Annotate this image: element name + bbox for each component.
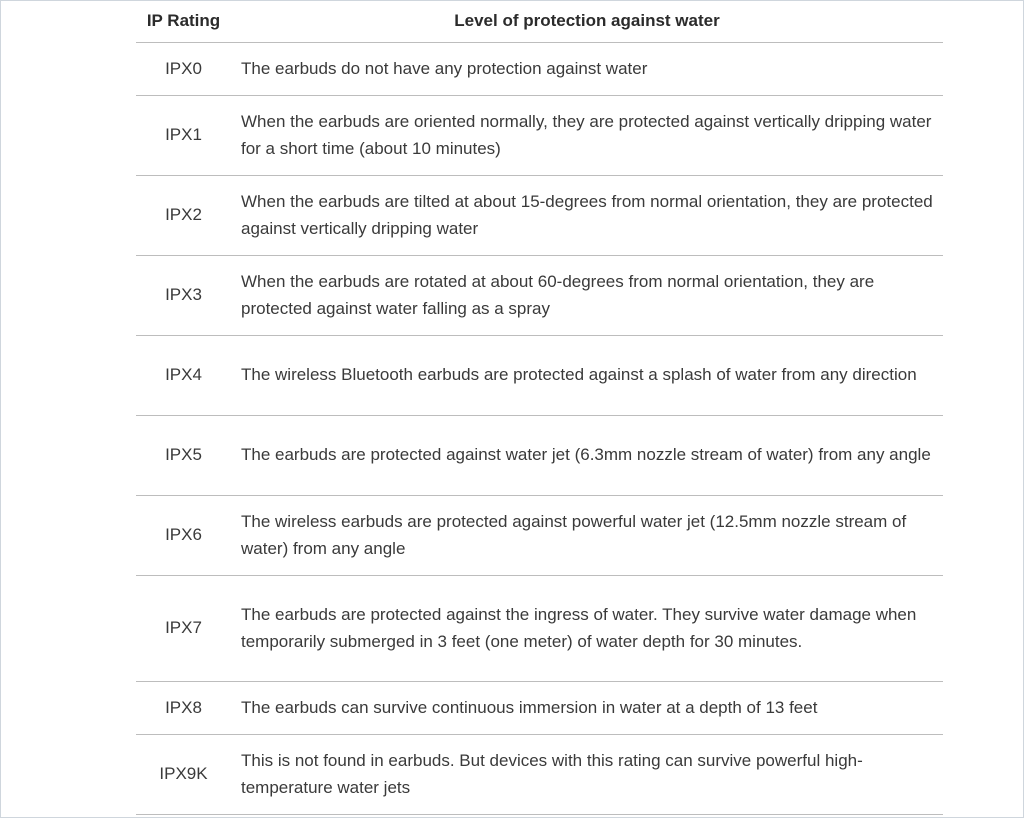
table-row [136,96,943,176]
rating-cell: IPX6 [136,496,231,576]
description-cell: When the earbuds are oriented normally, they are protected against vertically dripping water for a short time (about 10 minutes) [231,96,943,176]
ip-rating-table [136,0,943,815]
description-cell: The wireless Bluetooth earbuds are protected against a splash of water from any direction [231,336,943,416]
rating-cell: IPX7 [136,576,231,682]
header-ip-rating: IP Rating [136,0,231,43]
rating-cell: IPX5 [136,416,231,496]
rating-cell: IPX4 [136,336,231,416]
description-cell: The earbuds are protected against the ingress of water. They survive water damage when temporarily submerged in 3 feet (one meter) of water depth for 30 minutes. [231,576,943,682]
table-row [136,256,943,336]
table-row [136,336,943,416]
table-row [136,682,943,735]
rating-cell: IPX3 [136,256,231,336]
description-cell: The earbuds are protected against water jet (6.3mm nozzle stream of water) from any angle [231,416,943,496]
description-cell: The earbuds do not have any protection against water [231,43,943,96]
table-row [136,576,943,682]
table-row [136,416,943,496]
table-row [136,735,943,815]
header-protection-level: Level of protection against water [231,0,943,43]
rating-cell: IPX8 [136,682,231,735]
description-cell: The earbuds can survive continuous immersion in water at a depth of 13 feet [231,682,943,735]
table-row [136,43,943,96]
description-cell: The wireless earbuds are protected against powerful water jet (12.5mm nozzle stream of water) from any angle [231,496,943,576]
description-cell: This is not found in earbuds. But devices with this rating can survive powerful high-temperature water jets [231,735,943,815]
rating-cell: IPX1 [136,96,231,176]
description-cell: When the earbuds are tilted at about 15-degrees from normal orientation, they are protected against vertically dripping water [231,176,943,256]
description-cell: When the earbuds are rotated at about 60-degrees from normal orientation, they are protected against water falling as a spray [231,256,943,336]
table-header-row [136,0,943,43]
table-row [136,176,943,256]
table-row [136,496,943,576]
rating-cell: IPX9K [136,735,231,815]
rating-cell: IPX0 [136,43,231,96]
rating-cell: IPX2 [136,176,231,256]
